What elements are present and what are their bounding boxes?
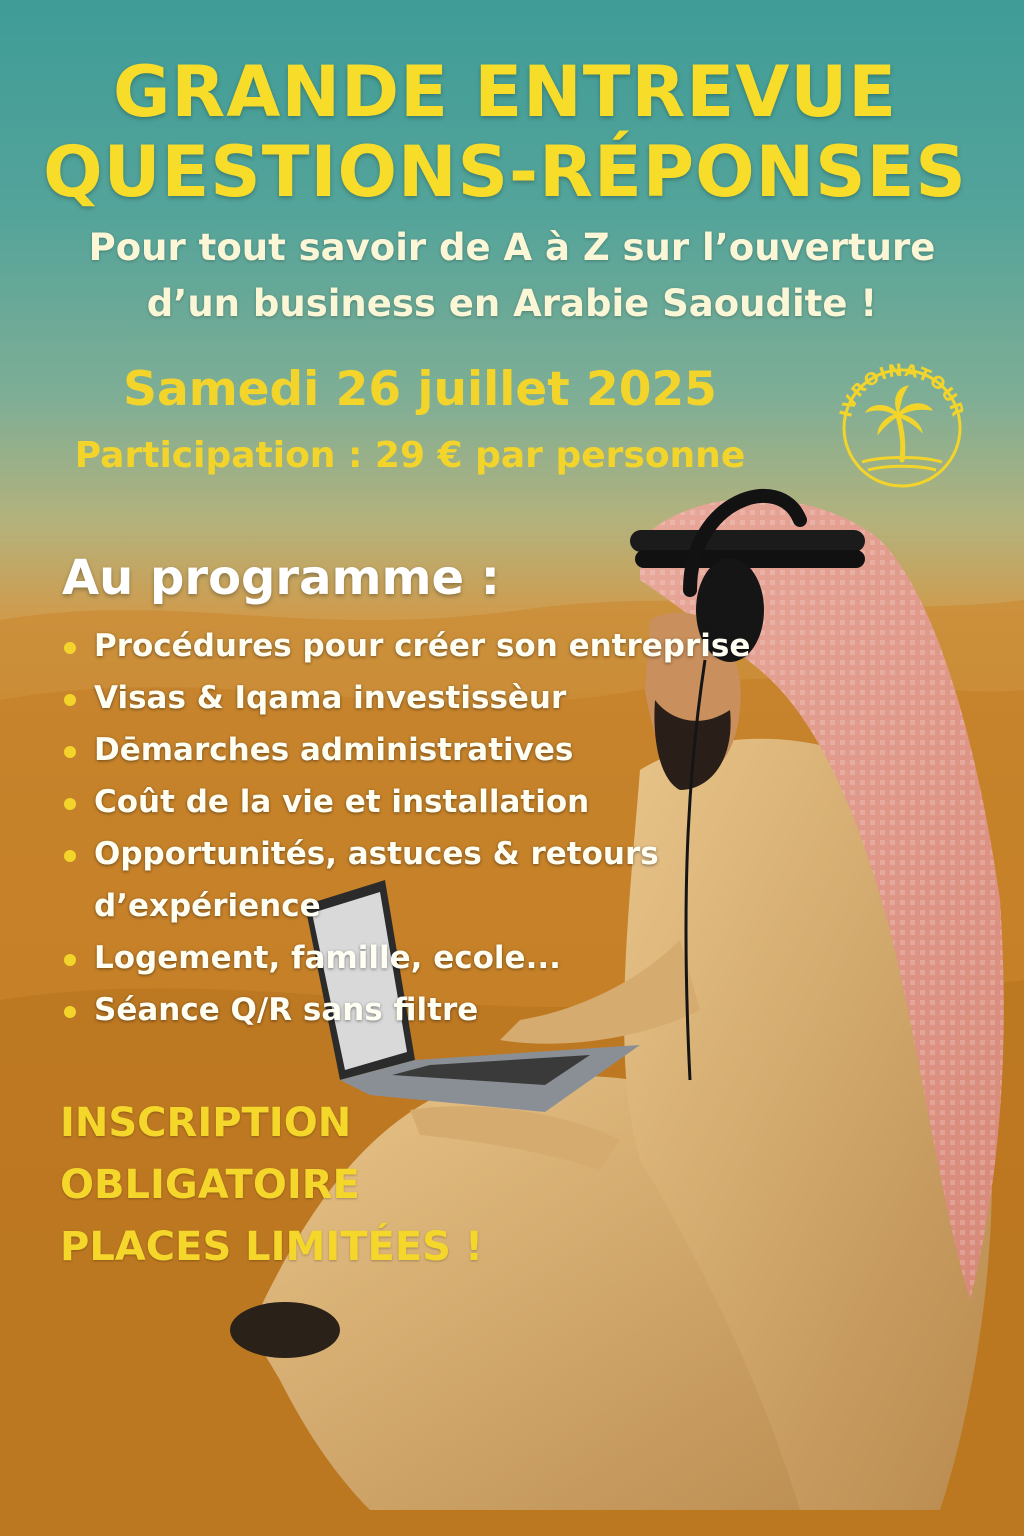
program-item-text: Dēmarches administratives [94,732,574,768]
participation-fee: Participation : 29 € par personne [74,435,746,476]
brand-logo [832,350,972,490]
program-item [64,932,750,984]
program-list [64,620,750,1036]
program-item-text: Visas & Iqama investissèur [94,680,567,716]
cta-line-3: PLACES LIMITÉES ! [60,1224,484,1270]
cta-line-2: OBLIGATOIRE [60,1162,360,1208]
program-item-text: Coût de la vie et installation [94,784,590,820]
cta-line-1: INSCRIPTION [60,1100,352,1146]
program-item [64,776,750,828]
logo-text: IVROINATOUR [836,360,968,420]
program-item [64,724,750,776]
title-line-1: GRANDE ENTREVUE [112,51,898,133]
program-item-text: Séance Q/R sans filtre [94,992,479,1028]
title-line-2: QUESTIONS-RÉPONSES [43,131,967,213]
program-item [64,620,750,672]
program-item [64,672,750,724]
event-date: Samedi 26 juillet 2025 [123,362,717,417]
palm-tree-icon [866,386,932,460]
program-item-text-continued: d’expérience [94,888,321,924]
program-item-text: Procédures pour créer son entreprise [94,628,751,664]
program-item-text: Logement, famille, ecole... [94,940,561,976]
program-item [64,984,750,1036]
program-item [64,828,750,932]
program-heading: Au programme : [62,550,500,606]
shoe [230,1302,340,1358]
subtitle-line-2: d’un business en Arabie Saoudite ! [146,282,878,325]
program-item-text: Opportunités, astuces & retours [94,836,659,872]
subtitle-line-1: Pour tout savoir de A à Z sur l’ouverture [88,226,936,269]
